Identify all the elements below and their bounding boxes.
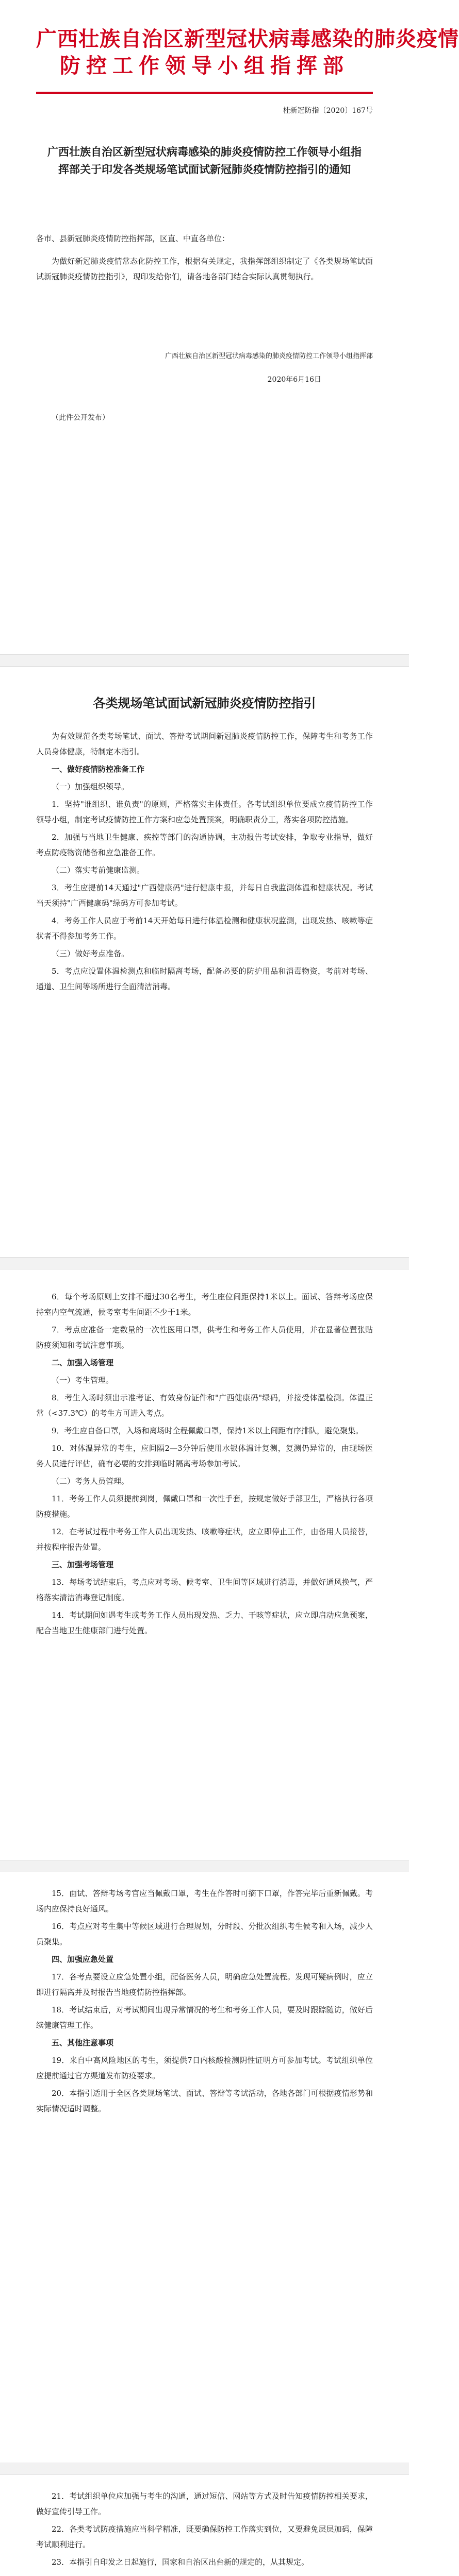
intro-paragraph: 为做好新冠肺炎疫情常态化防控工作，根据有关规定，我指挥部组织制定了《各类规场笔试面试新冠肺炎疫情防控指引》，现印发给你们，请各地各部门结合实际认真贯彻执行。 xyxy=(36,257,373,281)
body-paragraph: 8．考生入场时须出示准考证、有效身份证件和"广西健康码"绿码，并接受体温检测。体温正常（<37.3℃）的考生方可进入考点。 xyxy=(36,1393,373,1418)
body-paragraph: 21．考试组织单位应加强与考生的沟通，通过短信、网站等方式及时告知疫情防控相关要求，做好宣传引导工作。 xyxy=(36,2492,373,2516)
section-heading: （一）考生管理。 xyxy=(52,1376,114,1385)
body-paragraph: 5．考点应设置体温检测点和临时隔离考场，配备必要的防护用品和消毒物资，考前对考场、通道、卫生间等场所进行全面清洁消毒。 xyxy=(36,967,373,991)
section-heading: （一）加强组织领导。 xyxy=(52,782,129,791)
body-paragraph: 12．在考试过程中考务工作人员出现发热、咳嗽等症状，应立即停止工作，由备用人员接替，并按程序报告处置。 xyxy=(36,1527,373,1552)
body-paragraph: 16．考点应对考生集中等候区域进行合理规划，分时段、分批次组织考生候考和入场，减少人员聚集。 xyxy=(36,1922,373,1946)
doc-number: 桂新冠防指〔2020〕167号 xyxy=(283,107,373,115)
body-paragraph: 6．每个考场原则上安排不超过30名考生，考生座位间距保持1米以上。面试、答辩考场应保持室内空气流通，候考室考生间距不少于1米。 xyxy=(36,1292,373,1317)
body-paragraph: 14．考试期间如遇考生或考务工作人员出现发热、乏力、干咳等症状，应立即启动应急预案，配合当地卫生健康部门进行处置。 xyxy=(36,1611,373,1635)
body-paragraph: 2．加强与当地卫生健康、疾控等部门的沟通协调，主动报告考试安排，争取专业指导，做好考点防疫物资储备和应急准备工作。 xyxy=(36,833,373,857)
section-heading: 一、做好疫情防控准备工作 xyxy=(52,765,145,774)
body-paragraph: 13．每场考试结束后，考点应对考场、候考室、卫生间等区域进行消毒，并做好通风换气，严格落实清洁消毒登记制度。 xyxy=(36,1578,373,1602)
guide-body-part2 xyxy=(36,1289,373,1640)
page-break xyxy=(0,1257,409,1269)
body-paragraph: 3．考生应提前14天通过"广西健康码"进行健康申报，并每日自我监测体温和健康状况。考试当天须持"广西健康码"绿码方可参加考试。 xyxy=(36,883,373,908)
page-break xyxy=(0,2463,409,2475)
header-org-line1: 广西壮族自治区新型冠状病毒感染的肺炎疫情 xyxy=(36,27,459,51)
body-paragraph: 19．来自中高风险地区的考生，须提供7日内核酸检测阴性证明方可参加考试。考试组织单位应提前通过官方渠道发布防疫要求。 xyxy=(36,2056,373,2080)
guide-body-part3 xyxy=(36,1886,373,2119)
body-paragraph: 18．考试结束后，对考试期间出现异常情况的考生和考务工作人员，要及时跟踪随访，做好后续健康管理工作。 xyxy=(36,2005,373,2030)
body-paragraph: 17．各考点要设立应急处置小组，配备医务人员，明确应急处置流程。发现可疑病例时，应立即进行隔离并及时报告当地疫情防控指挥部。 xyxy=(36,1972,373,1997)
header-org-line2: 防控工作领导小组指挥部 xyxy=(60,54,349,78)
page-break xyxy=(0,654,409,667)
notice-title: 广西壮族自治区新型冠状病毒感染的肺炎疫情防控工作领导小组指挥部关于印发各类规场笔试面试新冠肺炎疫情防控指引的通知 xyxy=(47,145,362,176)
body-paragraph: 4．考务工作人员应于考前14天开始每日进行体温检测和健康状况监测，出现发热、咳嗽等症状者不得参加考务工作。 xyxy=(36,916,373,941)
section-heading: 五、其他注意事项 xyxy=(52,2038,114,2047)
section-heading: 三、加强考场管理 xyxy=(52,1560,114,1569)
issue-date: 2020年6月16日 xyxy=(267,376,321,384)
body-paragraph: 9．考生应自备口罩，入场和离场时全程佩戴口罩，保持1米以上间距有序排队，避免聚集。 xyxy=(52,1426,364,1435)
section-heading: （二）落实考前健康监测。 xyxy=(52,866,145,875)
body-paragraph: 20．本指引适用于全区各类规场笔试、面试、答辩等考试活动，各地各部门可根据疫情形势和实际情况适时调整。 xyxy=(36,2089,373,2113)
section-heading: 四、加强应急处置 xyxy=(52,1955,114,1964)
guide-body-part4 xyxy=(36,2488,373,2572)
body-paragraph: 15．面试、答辩考场考官应当佩戴口罩，考生在作答时可摘下口罩，作答完毕后重新佩戴。考场内应保持良好通风。 xyxy=(36,1889,373,1913)
guide-body-part1 xyxy=(36,728,373,996)
guide-title: 各类规场笔试面试新冠肺炎疫情防控指引 xyxy=(93,696,316,710)
body-paragraph: 1．坚持"谁组织、谁负责"的原则，严格落实主体责任。各考试组织单位要成立疫情防控工作领导小组，制定考试疫情防控工作方案和应急处置预案，明确职责分工，落实各项防控措施。 xyxy=(36,800,373,824)
section-heading: （三）做好考点准备。 xyxy=(52,949,129,958)
red-divider-line xyxy=(36,92,373,94)
section-heading: （二）考务人员管理。 xyxy=(52,1477,129,1486)
red-header xyxy=(36,26,459,79)
body-paragraph: 为有效规范各类考场笔试、面试、答辩考试期间新冠肺炎疫情防控工作，保障考生和考务工作人员身体健康，特制定本指引。 xyxy=(36,732,373,756)
body-paragraph: 22．各类考试防疫措施应当科学精准，既要确保防控工作落实到位，又要避免层层加码，保障考试顺利进行。 xyxy=(36,2524,373,2549)
recipients: 各市、县新冠肺炎疫情防控指挥部，区直、中直各单位： xyxy=(36,234,230,243)
sender: 广西壮族自治区新型冠状病毒感染的肺炎疫情防控工作领导小组指挥部 xyxy=(165,352,373,360)
body-paragraph: 11．考务工作人员须提前到岗，佩戴口罩和一次性手套，按规定做好手部卫生，严格执行各项防疫措施。 xyxy=(36,1494,373,1519)
page-break xyxy=(0,1860,409,1872)
body-paragraph: 7．考点应准备一定数量的一次性医用口罩，供考生和考务工作人员使用，并在显著位置张贴防疫须知和考试注意事项。 xyxy=(36,1325,373,1350)
body-paragraph: 10．对体温异常的考生，应间隔2—3分钟后使用水银体温计复测，复测仍异常的，由现场医务人员进行评估，确有必要的安排到临时隔离考场参加考试。 xyxy=(36,1444,373,1468)
section-heading: 二、加强入场管理 xyxy=(52,1358,114,1367)
body-paragraph: 23．本指引自印发之日起施行，国家和自治区出台新的规定的，从其规定。 xyxy=(52,2557,309,2567)
publication-note: （此件公开发布） xyxy=(52,414,109,422)
